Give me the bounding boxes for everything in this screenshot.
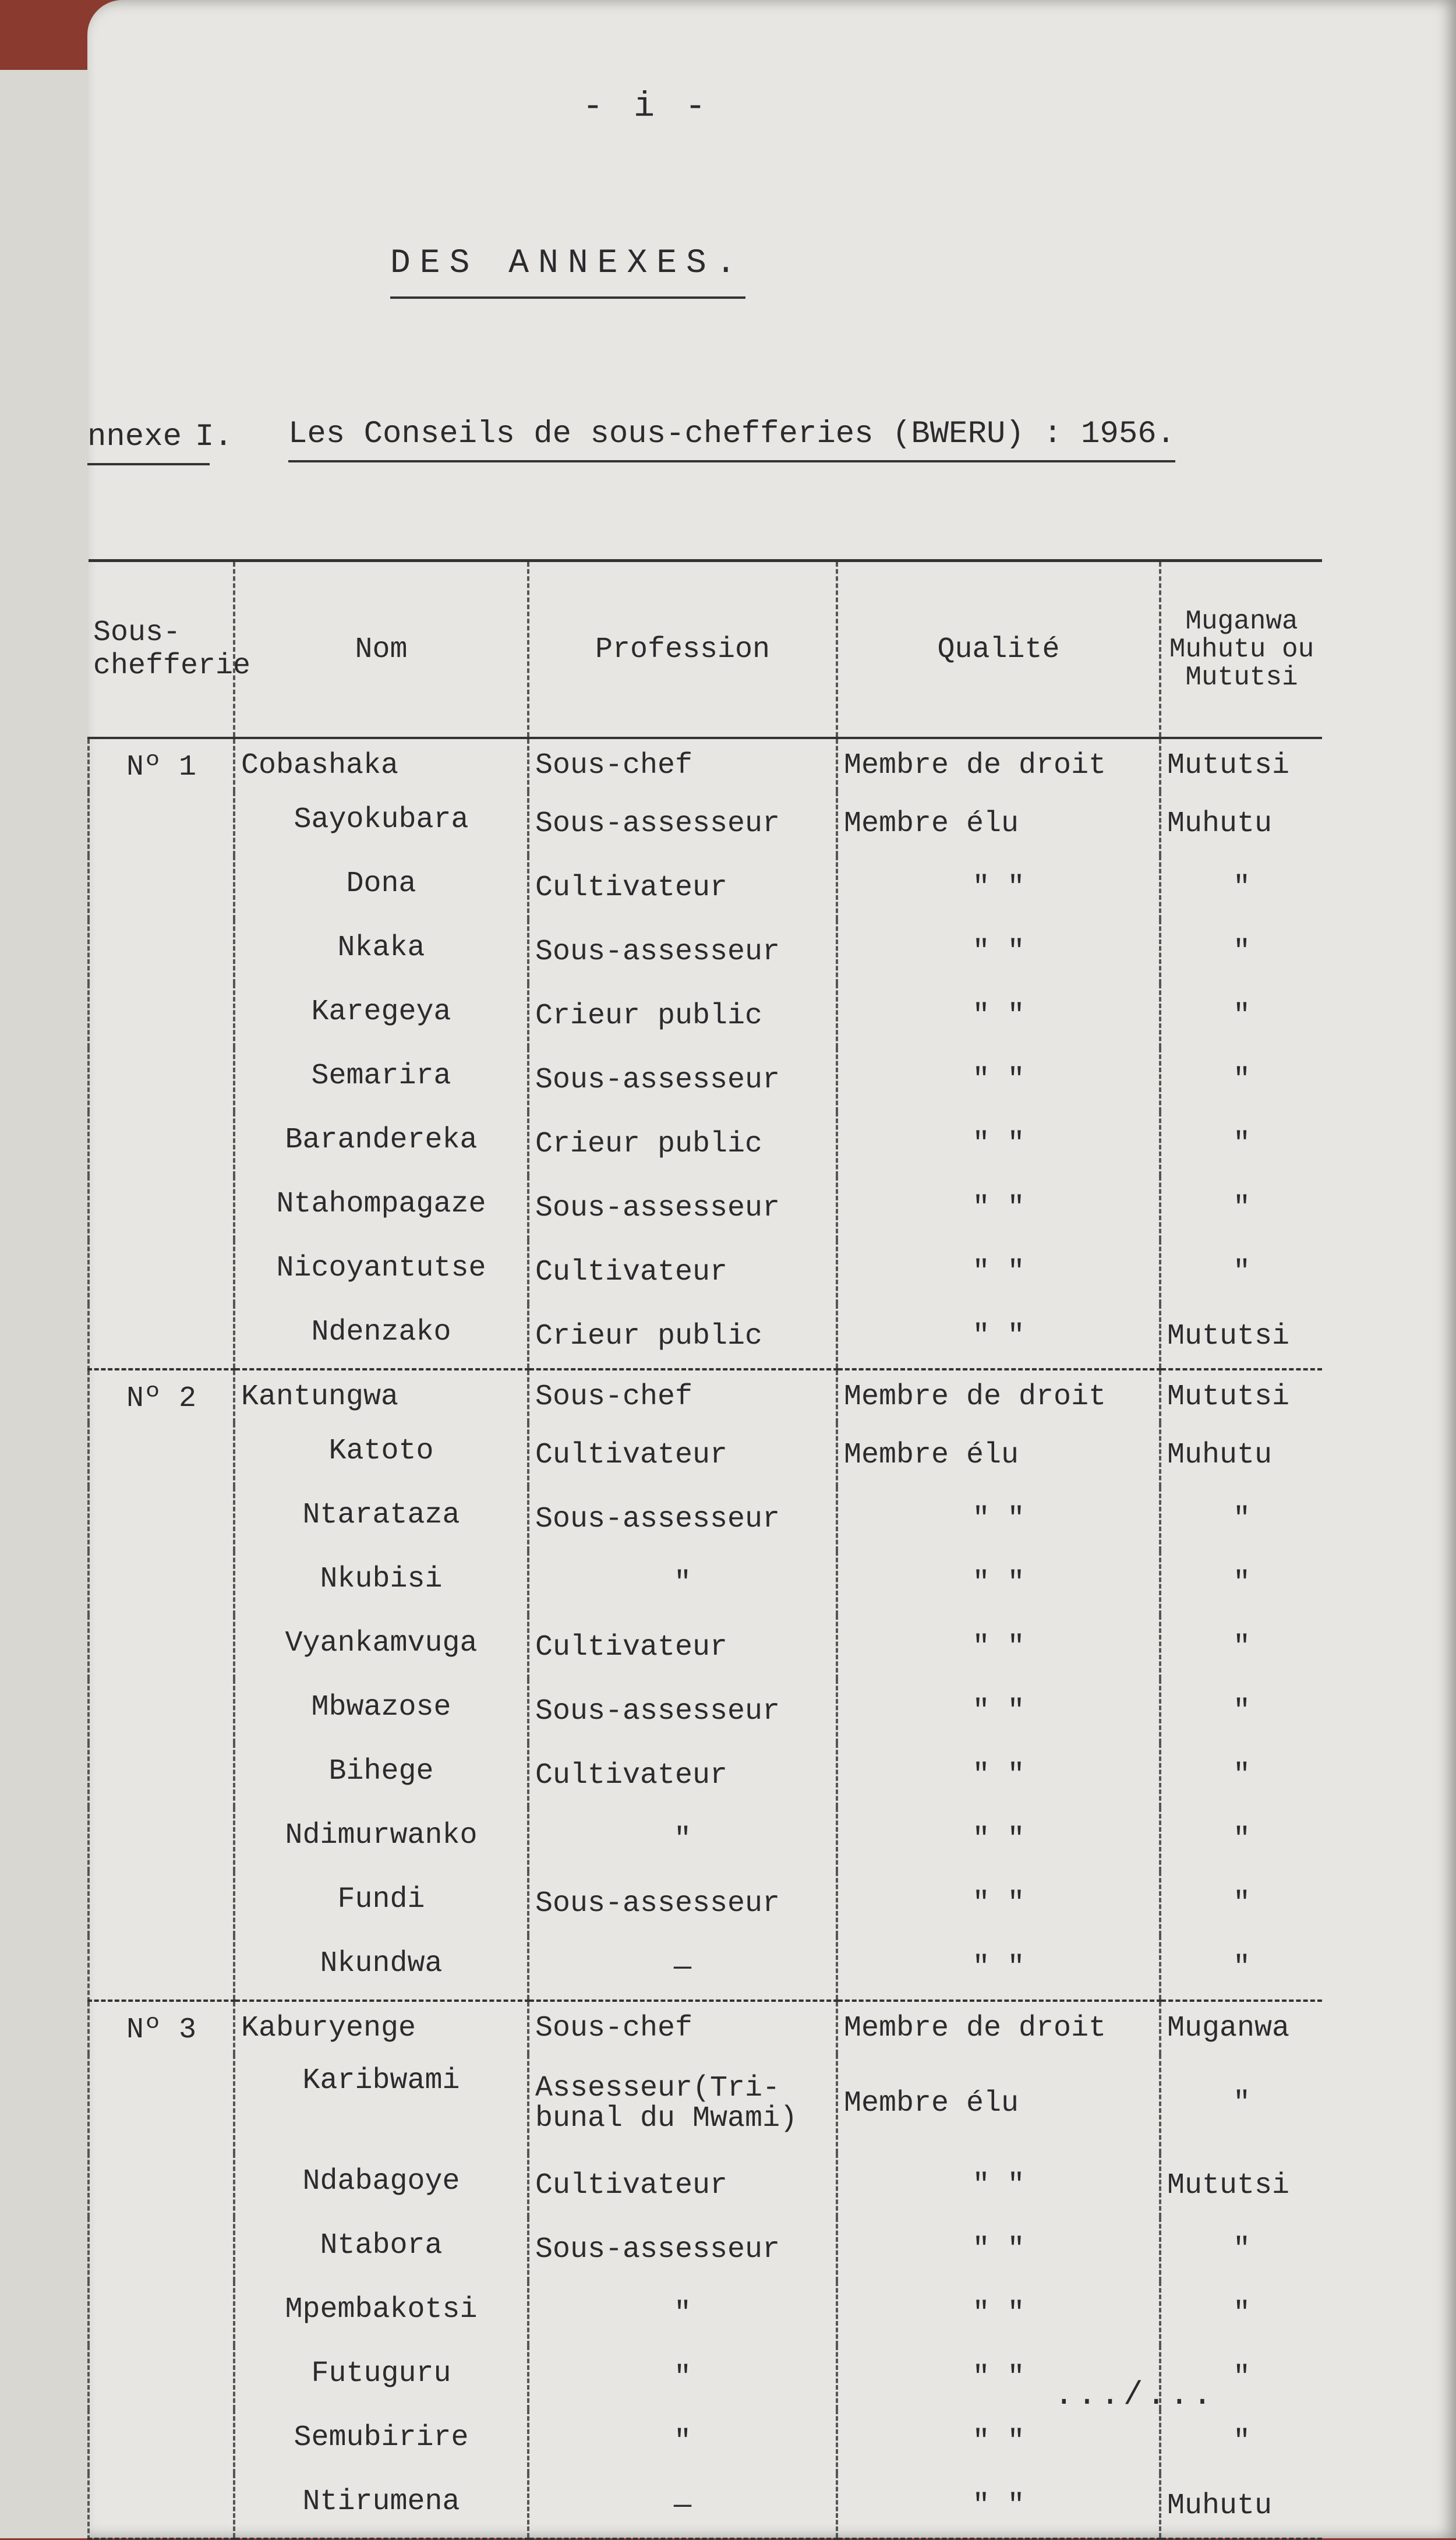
table-row [89, 1487, 1322, 1551]
header-quality: Qualité [837, 561, 1160, 739]
member-name: Ntirumena [234, 2474, 528, 2539]
table-row [89, 920, 1322, 984]
table-row [89, 1551, 1322, 1615]
member-group: Muhutu [1160, 1423, 1322, 1487]
member-name: Karibwami [234, 2054, 528, 2153]
member-group: Muganwa [1160, 2001, 1322, 2054]
member-profession: Sous-chef [528, 738, 837, 792]
member-profession: Sous-chef [528, 2001, 837, 2054]
member-quality: " " [837, 1551, 1160, 1615]
member-quality: Membre élu [837, 792, 1160, 856]
table-row [89, 2474, 1322, 2539]
member-name: Nkaka [234, 920, 528, 984]
member-group: " [1160, 920, 1322, 984]
council-table [87, 559, 1322, 2540]
member-group: " [1160, 1935, 1322, 2001]
annex-number: I. [195, 419, 233, 455]
member-quality: " " [837, 1743, 1160, 1807]
member-quality: " " [837, 1615, 1160, 1679]
table-row [89, 856, 1322, 920]
table-row [89, 1871, 1322, 1935]
member-profession: Cultivateur [528, 856, 837, 920]
member-group: " [1160, 2345, 1322, 2410]
table-body [89, 738, 1322, 2539]
table-row [89, 792, 1322, 856]
member-profession: Sous-assesseur [528, 2217, 837, 2281]
member-name: Barandereka [234, 1112, 528, 1176]
table-row [89, 1304, 1322, 1369]
table-row [89, 1048, 1322, 1112]
member-group: " [1160, 2410, 1322, 2474]
continuation-mark: .../... [1054, 2376, 1216, 2414]
document-page [87, 0, 1456, 2538]
member-profession: Cultivateur [528, 1615, 837, 1679]
member-quality: " " [837, 2217, 1160, 2281]
table-row [89, 1679, 1322, 1743]
member-name: Mpembakotsi [234, 2281, 528, 2345]
member-group: Mututsi [1160, 1304, 1322, 1369]
member-name: Ntarataza [234, 1487, 528, 1551]
table-row [89, 984, 1322, 1048]
member-profession: — [528, 1935, 837, 2001]
member-profession: Sous-assesseur [528, 1176, 837, 1240]
table-row [89, 1112, 1322, 1176]
member-group: Mututsi [1160, 2153, 1322, 2217]
member-name: Mbwazose [234, 1679, 528, 1743]
member-name: Ntabora [234, 2217, 528, 2281]
member-quality: " " [837, 920, 1160, 984]
member-profession: " [528, 2345, 837, 2410]
member-quality: " " [837, 984, 1160, 1048]
annex-description-text: Les Conseils de sous-chefferies (BWERU) : 1956 [288, 416, 1157, 452]
member-quality: Membre de droit [837, 1369, 1160, 1423]
member-name: Kantungwa [234, 1369, 528, 1423]
member-profession: " [528, 2281, 837, 2345]
member-quality: Membre de droit [837, 738, 1160, 792]
member-group: " [1160, 856, 1322, 920]
table-header-row [89, 561, 1322, 739]
member-profession: Sous-assesseur [528, 792, 837, 856]
table-row [89, 2054, 1322, 2153]
member-name: Fundi [234, 1871, 528, 1935]
member-quality: " " [837, 1240, 1160, 1304]
member-group: " [1160, 2217, 1322, 2281]
header-name: Nom [234, 561, 528, 739]
member-quality: " " [837, 856, 1160, 920]
member-group: Muhutu [1160, 2474, 1322, 2539]
member-name: Semarira [234, 1048, 528, 1112]
member-quality: Membre élu [837, 1423, 1160, 1487]
page-number: - i - [582, 87, 711, 127]
header-group: Muganwa Muhutu ou Mututsi [1160, 561, 1322, 739]
member-profession: Crieur public [528, 1112, 837, 1176]
table-row [89, 1423, 1322, 1487]
member-group: " [1160, 1807, 1322, 1871]
member-quality: " " [837, 1871, 1160, 1935]
member-quality: " " [837, 1935, 1160, 2001]
member-name: Ntahompagaze [234, 1176, 528, 1240]
member-name: Dona [234, 856, 528, 920]
member-quality: Membre élu [837, 2054, 1160, 2153]
annex-label: nnexe [87, 419, 210, 465]
subchiefdom-label: Nº 3 [89, 2001, 234, 2539]
member-profession: Crieur public [528, 1304, 837, 1369]
member-group: " [1160, 1487, 1322, 1551]
member-group: Mututsi [1160, 738, 1322, 792]
subchiefdom-label: Nº 2 [89, 1369, 234, 2001]
member-name: Semubirire [234, 2410, 528, 2474]
table-row [89, 1935, 1322, 2001]
member-name: Futuguru [234, 2345, 528, 2410]
member-quality: " " [837, 2345, 1160, 2410]
table-row [89, 2001, 1322, 2054]
table-row [89, 1369, 1322, 1423]
member-quality: " " [837, 1807, 1160, 1871]
member-name: Bihege [234, 1743, 528, 1807]
member-name: Katoto [234, 1423, 528, 1487]
table-row [89, 1176, 1322, 1240]
member-name: Karegeya [234, 984, 528, 1048]
member-name: Kaburyenge [234, 2001, 528, 2054]
member-name: Vyankamvuga [234, 1615, 528, 1679]
member-profession: Sous-assesseur [528, 1048, 837, 1112]
member-profession: Cultivateur [528, 1423, 837, 1487]
member-group: " [1160, 1048, 1322, 1112]
member-name: Sayokubara [234, 792, 528, 856]
member-quality: " " [837, 2410, 1160, 2474]
member-group: " [1160, 2281, 1322, 2345]
member-group: " [1160, 1679, 1322, 1743]
member-profession: — [528, 2474, 837, 2539]
member-group: " [1160, 1743, 1322, 1807]
member-quality: " " [837, 2474, 1160, 2539]
member-name: Nkundwa [234, 1935, 528, 2001]
table-row [89, 1615, 1322, 1679]
member-group: " [1160, 1176, 1322, 1240]
member-profession: " [528, 1551, 837, 1615]
member-group: " [1160, 1240, 1322, 1304]
table-row [89, 1807, 1322, 1871]
header-profession: Profession [528, 561, 837, 739]
table-row [89, 2153, 1322, 2217]
member-group: Muhutu [1160, 792, 1322, 856]
member-profession: Cultivateur [528, 2153, 837, 2217]
annex-description-end: . [1156, 416, 1176, 452]
member-quality: " " [837, 1487, 1160, 1551]
annexes-title: DES ANNEXES. [390, 245, 745, 299]
table-row [89, 1743, 1322, 1807]
member-group: " [1160, 1551, 1322, 1615]
member-group: " [1160, 984, 1322, 1048]
member-name: Cobashaka [234, 738, 528, 792]
member-name: Ndenzako [234, 1304, 528, 1369]
subchiefdom-label: Nº 1 [89, 738, 234, 1369]
table-row [89, 738, 1322, 792]
member-profession: Cultivateur [528, 1240, 837, 1304]
member-profession: " [528, 2410, 837, 2474]
member-name: Nkubisi [234, 1551, 528, 1615]
member-group: " [1160, 1112, 1322, 1176]
member-profession: Assesseur(Tri-bunal du Mwami) [528, 2054, 837, 2153]
member-group: " [1160, 2054, 1322, 2153]
table-row [89, 2410, 1322, 2474]
member-group: " [1160, 1615, 1322, 1679]
table-row [89, 2217, 1322, 2281]
member-group: " [1160, 1871, 1322, 1935]
table-row [89, 1240, 1322, 1304]
member-quality: " " [837, 1679, 1160, 1743]
member-profession: Sous-assesseur [528, 1487, 837, 1551]
member-profession: Crieur public [528, 984, 837, 1048]
member-profession: Sous-assesseur [528, 1871, 837, 1935]
table-row [89, 2281, 1322, 2345]
member-quality: " " [837, 1176, 1160, 1240]
member-profession: Sous-assesseur [528, 920, 837, 984]
member-quality: Membre de droit [837, 2001, 1160, 2054]
member-quality: " " [837, 2281, 1160, 2345]
member-quality: " " [837, 1048, 1160, 1112]
member-quality: " " [837, 1112, 1160, 1176]
member-group: Mututsi [1160, 1369, 1322, 1423]
member-name: Nicoyantutse [234, 1240, 528, 1304]
member-name: Ndabagoye [234, 2153, 528, 2217]
member-profession: " [528, 1807, 837, 1871]
annex-description [288, 416, 1175, 462]
header-subchiefdom: Sous-chefferie [89, 561, 234, 739]
member-profession: Sous-chef [528, 1369, 837, 1423]
member-quality: " " [837, 1304, 1160, 1369]
member-profession: Sous-assesseur [528, 1679, 837, 1743]
member-name: Ndimurwanko [234, 1807, 528, 1871]
member-quality: " " [837, 2153, 1160, 2217]
member-profession: Cultivateur [528, 1743, 837, 1807]
